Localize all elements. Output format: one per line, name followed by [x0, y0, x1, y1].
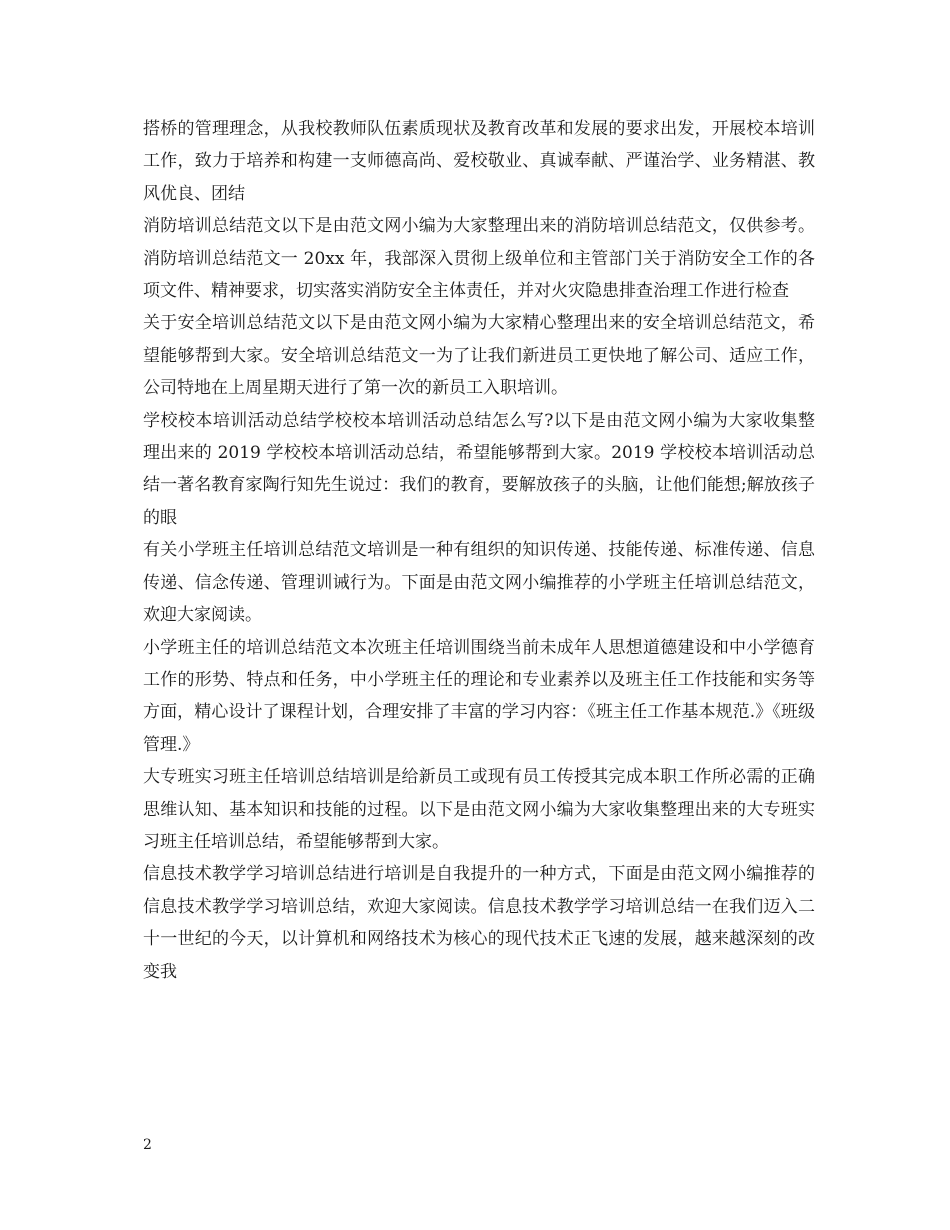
document-body [143, 113, 815, 988]
paragraph-6: 小学班主任的培训总结范文本次班主任培训围绕当前未成年人思想道德建设和中小学德育工作的形势、特点和任务，中小学班主任的理论和专业素养以及班主任工作技能和实务等方面，精心设计了课程计划，合理安排了丰富的学习内容：《班主任工作基本规范.》《班级管理.》 [143, 637, 815, 755]
paragraph-7: 大专班实习班主任培训总结培训是给新员工或现有员工传授其完成本职工作所必需的正确思维认知、基本知识和技能的过程。以下是由范文网小编为大家收集整理出来的大专班实习班主任培训总结，希望能够帮到大家。 [143, 767, 815, 852]
paragraph-1: 搭桥的管理理念，从我校教师队伍素质现状及教育改革和发展的要求出发，开展校本培训工作，致力于培养和构建一支师德高尚、爱校敬业、真诚奉献、严谨治学、业务精湛、教风优良、团结 [143, 119, 815, 204]
paragraph-8: 信息技术教学学习培训总结进行培训是自我提升的一种方式，下面是由范文网小编推荐的信息技术教学学习培训总结，欢迎大家阅读。信息技术教学学习培训总结一在我们迈入二十一世纪的今天，以计算机和网络技术为核心的现代技术正飞速的发展，越来越深刻的改变我 [143, 864, 815, 982]
paragraph-5: 有关小学班主任培训总结范文培训是一种有组织的知识传递、技能传递、标准传递、信息传递、信念传递、管理训诫行为。下面是由范文网小编推荐的小学班主任培训总结范文，欢迎大家阅读。 [143, 540, 815, 626]
page-number: 2 [143, 1137, 152, 1153]
paragraph-2: 消防培训总结范文以下是由范文网小编为大家整理出来的消防培训总结范文，仅供参考。消防培训总结范文一 20xx 年，我部深入贯彻上级单位和主管部门关于消防安全工作的各项文件、精神要求，切实落实消防安全主体责任，并对火灾隐患排查治理工作进行检查 [143, 216, 815, 302]
paragraph-4: 学校校本培训活动总结学校校本培训活动总结怎么写?以下是由范文网小编为大家收集整理出来的 2019 学校校本培训活动总结，希望能够帮到大家。2019 学校校本培训活动总结一著名教育家陶行知先生说过：我们的教育，要解放孩子的头脑，让他们能想;解放孩子的眼 [143, 410, 815, 528]
paragraph-3: 关于安全培训总结范文以下是由范文网小编为大家精心整理出来的安全培训总结范文，希望能够帮到大家。安全培训总结范文一为了让我们新进员工更快地了解公司、适应工作，公司特地在上周星期天进行了第一次的新员工入职培训。 [143, 313, 815, 399]
